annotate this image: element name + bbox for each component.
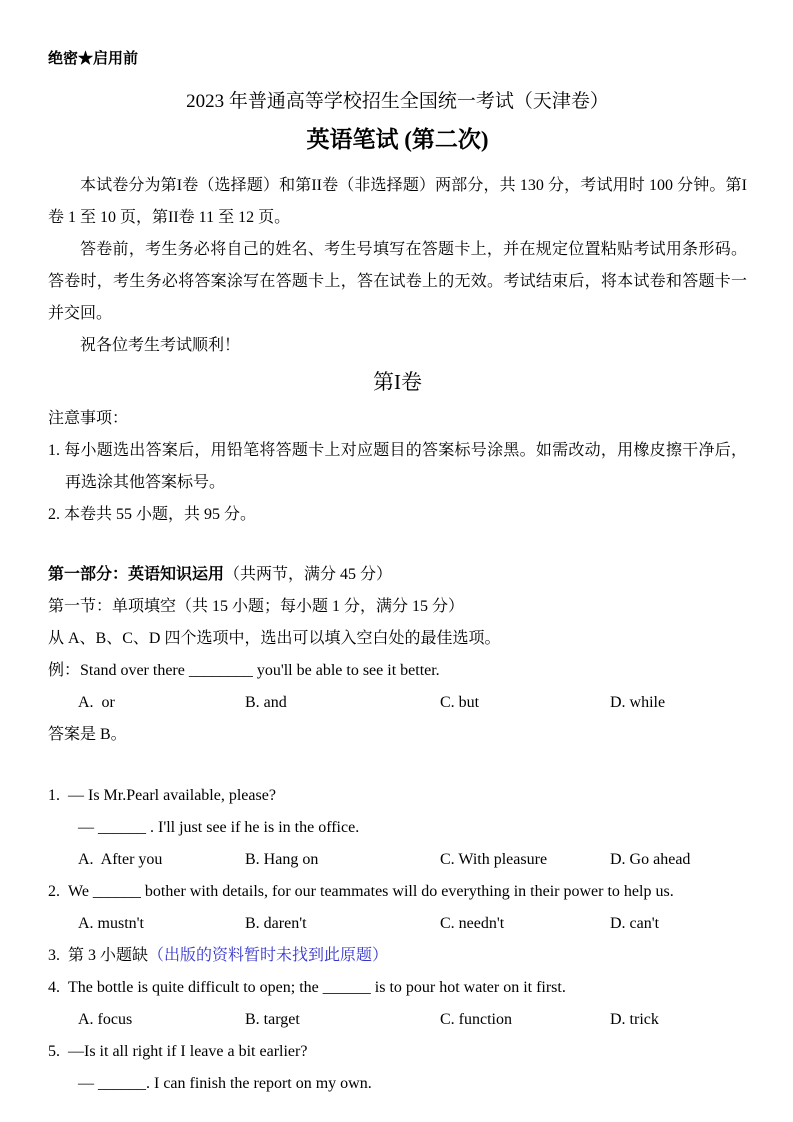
paper-title: 英语笔试 (第二次) xyxy=(306,127,489,152)
good-luck-line: 祝各位考生考试顺利！ xyxy=(80,337,241,354)
question-4 xyxy=(48,972,747,1036)
notice-item-2 xyxy=(48,499,747,531)
notice-2-text: 本卷共 55 小题，共 95 分。 xyxy=(64,506,257,523)
question-3-line-1 xyxy=(48,940,747,972)
security-label: 绝密★启用前 xyxy=(48,51,139,67)
notice-2-number: 2. xyxy=(48,506,60,523)
volume1-heading: 第I卷 xyxy=(373,370,422,394)
question-5 xyxy=(48,1036,747,1100)
question-5-line-2: — ______. I can finish the report on my own. xyxy=(78,1075,372,1092)
notice-item-1 xyxy=(48,435,747,499)
question-2-option-d: D. can't xyxy=(610,915,660,932)
example-stem: 例：Stand over there ________ you'll be able to see it better. xyxy=(48,662,440,679)
question-2-option-a: A. mustn't xyxy=(78,915,144,932)
question-5-line-1 xyxy=(48,1036,747,1068)
question-4-option-a: A. focus xyxy=(78,1011,133,1028)
example-option-a: A. or xyxy=(78,694,115,711)
question-1-number: 1. xyxy=(48,787,60,804)
question-4-number: 4. xyxy=(48,979,60,996)
part1-heading-score: （共两节，满分 45 分） xyxy=(224,566,393,583)
notice-1-text: 每小题选出答案后，用铅笔将答题卡上对应题目的答案标号涂黑。如需改动，用橡皮擦干净后，再选涂其他答案标号。 xyxy=(64,442,747,491)
question-5-stem: —Is it all right if I leave a bit earlier? xyxy=(68,1043,308,1060)
example-options-row xyxy=(48,687,747,719)
question-1-option-c: C. With pleasure xyxy=(440,851,548,868)
notice-1-number: 1. xyxy=(48,442,60,459)
question-2-stem: We ______ bother with details, for our teammates will do everything in their power to help us. xyxy=(68,883,674,900)
question-3-number: 3. xyxy=(48,947,60,964)
question-3-text: 第 3 小题缺 xyxy=(68,947,149,964)
section1-heading: 第一节：单项填空（共 15 小题；每小题 1 分，满分 15 分） xyxy=(48,598,465,615)
question-1-option-a: A. After you xyxy=(78,851,163,868)
part1-heading-title: 第一部分：英语知识运用 xyxy=(48,566,225,583)
example-answer: 答案是 B。 xyxy=(48,726,127,743)
question-4-stem: The bottle is quite difficult to open; the ______ is to pour hot water on it first. xyxy=(68,979,566,996)
question-3-missing-note: （出版的资料暂时未找到此原题） xyxy=(148,947,389,964)
part1-heading xyxy=(48,559,747,591)
question-1-option-b: B. Hang on xyxy=(245,851,319,868)
notices-title: 注意事项： xyxy=(48,410,129,427)
example-option-c: C. but xyxy=(440,694,480,711)
question-1-options-row xyxy=(48,844,747,876)
question-2-line-1 xyxy=(48,876,747,908)
question-2-option-c: C. needn't xyxy=(440,915,505,932)
question-1-line-2: — ______ . I'll just see if he is in the office. xyxy=(78,819,360,836)
question-3 xyxy=(48,940,747,972)
question-1-option-d: D. Go ahead xyxy=(610,851,691,868)
intro-paragraph-2: 答卷前，考生务必将自己的姓名、考生号填写在答题卡上，并在规定位置粘贴考试用条形码。答卷时，考生务必将答案涂写在答题卡上，答在试卷上的无效。考试结束后，将本试卷和答题卡一并交回。 xyxy=(48,241,747,322)
question-2-option-b: B. daren't xyxy=(245,915,307,932)
question-4-option-c: C. function xyxy=(440,1011,512,1028)
section1-instruction: 从 A、B、C、D 四个选项中，选出可以填入空白处的最佳选项。 xyxy=(48,630,501,647)
question-2-options-row xyxy=(48,908,747,940)
question-4-line-1 xyxy=(48,972,747,1004)
example-option-d: D. while xyxy=(610,694,666,711)
question-1-stem: — Is Mr.Pearl available, please? xyxy=(68,787,276,804)
question-1-line-1 xyxy=(48,780,747,812)
question-4-option-d: D. trick xyxy=(610,1011,659,1028)
question-4-option-b: B. target xyxy=(245,1011,300,1028)
example-option-b: B. and xyxy=(245,694,287,711)
question-5-number: 5. xyxy=(48,1043,60,1060)
question-2-number: 2. xyxy=(48,883,60,900)
exam-title: 2023 年普通高等学校招生全国统一考试（天津卷） xyxy=(186,91,609,112)
intro-paragraph-1: 本试卷分为第I卷（选择题）和第II卷（非选择题）两部分，共 130 分，考试用时 100 分钟。第I卷 1 至 10 页，第II卷 11 至 12 页。 xyxy=(48,177,747,226)
question-2 xyxy=(48,876,747,940)
question-4-options-row xyxy=(48,1004,747,1036)
question-1 xyxy=(48,780,747,876)
